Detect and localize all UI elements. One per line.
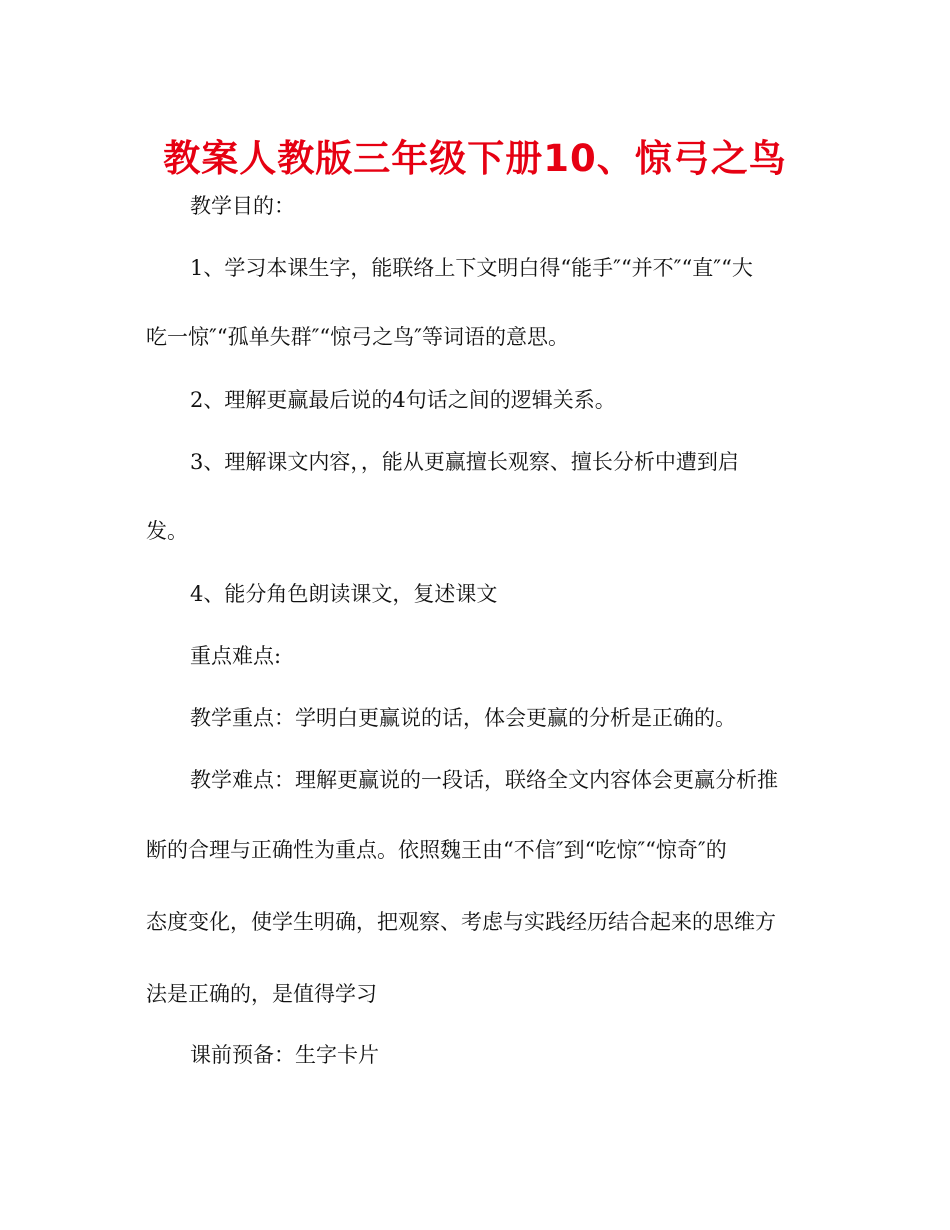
paragraph-line: 4、能分角色朗读课文，复述课文 xyxy=(190,582,498,606)
paragraph-line: 教学难点：理解更赢说的一段话，联络全文内容体会更赢分析推 xyxy=(190,768,778,792)
paragraph-line: 重点难点: xyxy=(190,644,282,668)
paragraph-line: 态度变化，使学生明确，把观察、考虑与实践经历结合起来的思维方 xyxy=(146,910,776,934)
paragraph-line: 2、理解更赢最后说的4句话之间的逻辑关系。 xyxy=(190,388,616,412)
document-title: 教案人教版三年级下册10、惊弓之鸟 xyxy=(163,137,787,180)
paragraph-line: 教学目的： xyxy=(190,194,295,218)
paragraph-line: 3、理解课文内容，，能从更赢擅长观察、擅长分析中遭到启 xyxy=(190,450,739,474)
paragraph-line: 法是正确的，是值得学习 xyxy=(146,982,377,1006)
paragraph-line: 课前预备：生字卡片 xyxy=(190,1043,379,1067)
paragraph-line: 教学重点：学明白更赢说的话，体会更赢的分析是正确的。 xyxy=(190,706,736,730)
paragraph-line: 发。 xyxy=(146,519,188,543)
paragraph-line: 吃一惊″“孤单失群″“惊弓之鸟″等词语的意思。 xyxy=(146,325,570,349)
paragraph-line: 断的合理与正确性为重点。依照魏王由“不信″到“吃惊″“惊奇″的 xyxy=(146,838,727,862)
paragraph-line: 1、学习本课生字，能联络上下文明白得“能手″“并不″“直″“大 xyxy=(190,256,753,280)
